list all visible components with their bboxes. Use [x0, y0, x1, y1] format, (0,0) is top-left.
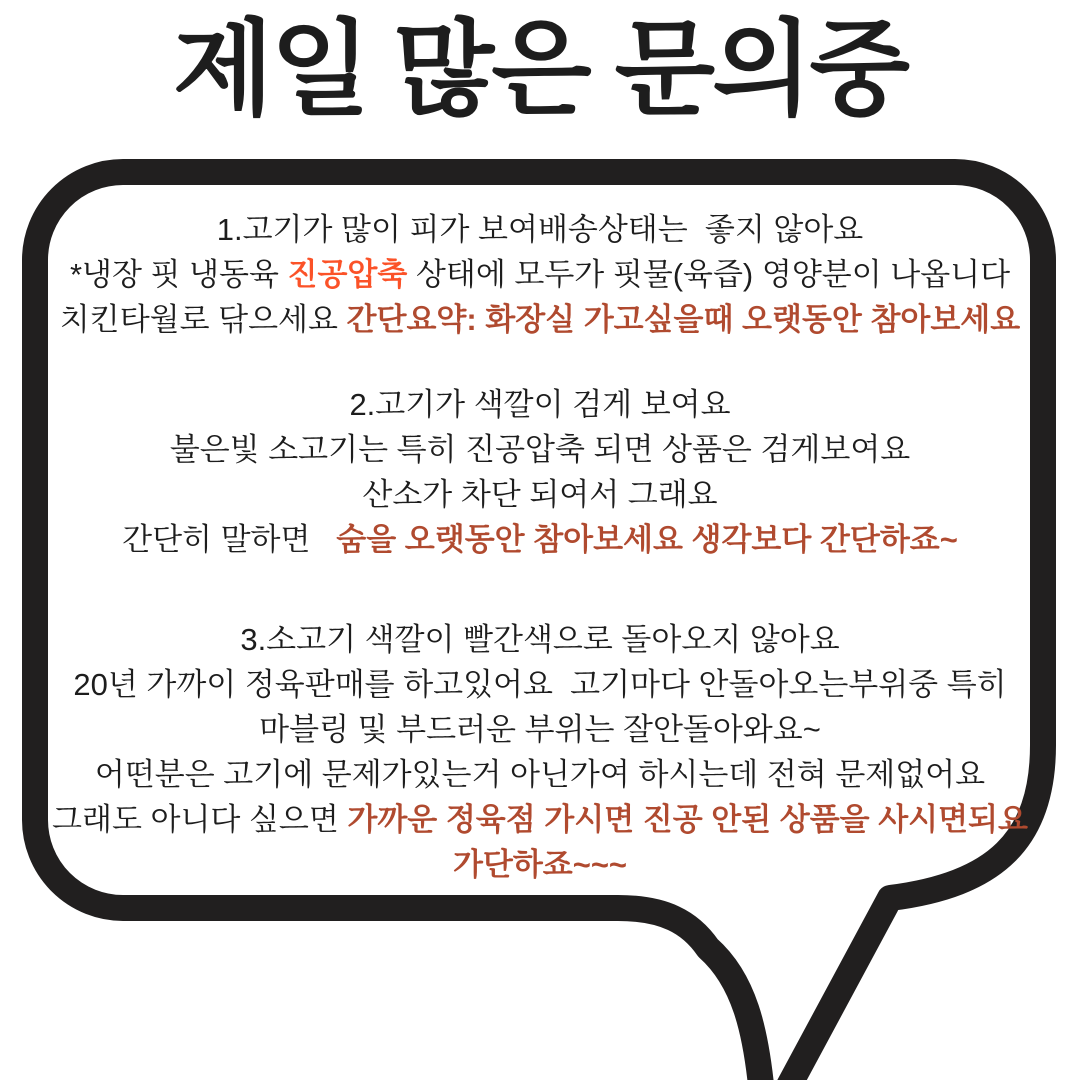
text-line [50, 472, 1030, 517]
text-segment: 20년 가까이 정육판매를 하고있어요 고기마다 안돌아오는부위중 특히 [73, 667, 1007, 702]
text-segment: 불은빛 소고기는 특히 진공압축 되면 상품은 검게보여요 [169, 432, 911, 467]
text-segment: 마블링 및 부드러운 부위는 잘안돌아와요~ [259, 712, 821, 747]
bubble-content [50, 207, 1030, 887]
text-segment: 치킨타월로 닦으세요 [59, 302, 347, 337]
text-segment: 1.고기가 많이 피가 보여배송상태는 좋지 않아요 [216, 212, 864, 247]
qa-section-1 [50, 207, 1030, 342]
text-segment: 2.고기가 색깔이 검게 보여요 [349, 387, 731, 422]
text-line [50, 252, 1030, 297]
text-line [50, 707, 1030, 752]
text-line [50, 297, 1030, 342]
highlight-segment: 숨을 오랫동안 참아보세요 생각보다 간단하죠~ [336, 522, 958, 557]
text-segment: 간단히 말하면 [122, 522, 337, 557]
text-segment: 산소가 차단 되여서 그래요 [362, 477, 718, 512]
text-line [50, 207, 1030, 252]
text-line [50, 752, 1030, 797]
highlight-segment: 가단하죠~~~ [452, 847, 628, 882]
text-line [50, 617, 1030, 662]
highlight-segment: 진공압축 [287, 257, 408, 292]
text-segment: 상태에 모두가 핏물(육즙) 영양분이 나옵니다 [407, 257, 1011, 292]
text-segment: 그래도 아니다 싶으면 [52, 802, 348, 837]
qa-section-2 [50, 382, 1030, 562]
text-line [50, 427, 1030, 472]
text-segment: 어떤분은 고기에 문제가있는거 아닌가여 하시는데 전혀 문제없어요 [94, 757, 986, 792]
highlight-segment: 간단요약: 화장실 가고싶을때 오랫동안 참아보세요 [346, 302, 1021, 337]
text-line [50, 517, 1030, 562]
text-segment: *냉장 핏 냉동육 [69, 257, 288, 292]
text-line [50, 842, 1030, 887]
text-segment: 3.소고기 색깔이 빨간색으로 돌아오지 않아요 [240, 622, 840, 657]
highlight-segment: 가까운 정육점 가시면 진공 안된 상품을 사시면되요 [347, 802, 1028, 837]
text-line [50, 797, 1030, 842]
text-line [50, 662, 1030, 707]
qa-section-3 [50, 617, 1030, 887]
page-title: 제일 많은 문의중 [172, 12, 908, 128]
text-line [50, 382, 1030, 427]
